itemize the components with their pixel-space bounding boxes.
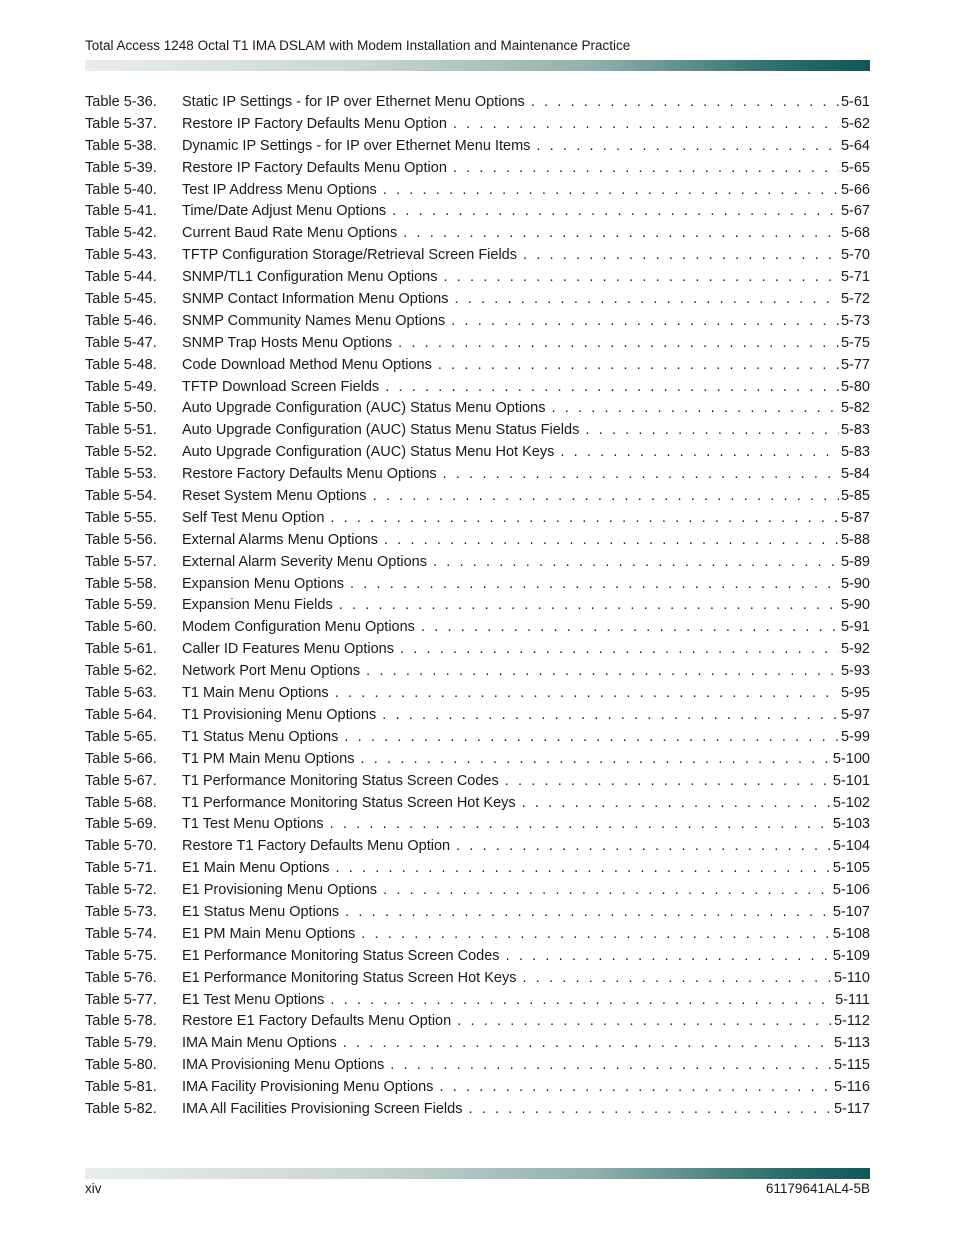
toc-entry-title[interactable]: E1 Performance Monitoring Status Screen Codes [182, 947, 500, 964]
toc-entry-title[interactable]: T1 Provisioning Menu Options [182, 706, 377, 723]
toc-entry-page[interactable]: 5-68 [840, 225, 870, 242]
toc-entry-title[interactable]: External Alarm Severity Menu Options [182, 553, 427, 570]
dot-leader [443, 464, 839, 486]
toc-entry-body [182, 858, 870, 880]
toc-entry-body [182, 661, 870, 683]
toc-entry[interactable] [85, 1077, 870, 1099]
toc-entry-title[interactable]: Restore E1 Factory Defaults Menu Option [182, 1013, 452, 1030]
toc-entry[interactable] [85, 749, 870, 771]
toc-entry-page[interactable]: 5-83 [840, 444, 870, 461]
dot-leader [343, 1033, 832, 1055]
toc-entry-number: Table 5-79. [85, 1035, 157, 1052]
toc-entry-body [182, 180, 870, 202]
toc-entry-title[interactable]: Auto Upgrade Configuration (AUC) Status Menu Hot Keys [182, 444, 555, 461]
toc-entry-body [182, 924, 870, 946]
dot-leader [456, 836, 831, 858]
toc-entry-body [182, 92, 870, 114]
toc-entry-title[interactable]: E1 Status Menu Options [182, 903, 340, 920]
toc-entry-title[interactable]: T1 Test Menu Options [182, 816, 324, 833]
toc-entry-number: Table 5-51. [85, 422, 157, 439]
toc-entry-body [182, 464, 870, 486]
toc-entry-number: Table 5-57. [85, 553, 157, 570]
toc-entry-number: Table 5-72. [85, 882, 157, 899]
dot-leader [451, 311, 839, 333]
toc-entry-title[interactable]: Static IP Settings - for IP over Ethernet Menu Options [182, 94, 525, 110]
toc-entry-number: Table 5-56. [85, 531, 157, 548]
toc-entry-title[interactable]: T1 Status Menu Options [182, 728, 339, 745]
toc-entry-title[interactable]: Restore IP Factory Defaults Menu Option [182, 159, 447, 176]
dot-leader [361, 924, 831, 946]
toc-entry[interactable] [85, 771, 870, 793]
toc-entry-title[interactable]: T1 PM Main Menu Options [182, 750, 355, 767]
dot-leader [392, 201, 839, 223]
dot-leader [336, 858, 831, 880]
toc-entry[interactable] [85, 793, 870, 815]
toc-entry-title[interactable]: E1 Main Menu Options [182, 860, 330, 877]
toc-entry-title[interactable]: IMA Facility Provisioning Menu Options [182, 1079, 434, 1096]
toc-entry[interactable] [85, 333, 870, 355]
toc-entry[interactable] [85, 223, 870, 245]
toc-entry-page[interactable]: 5-101 [832, 772, 870, 789]
toc-entry[interactable] [85, 902, 870, 924]
toc-entry[interactable] [85, 201, 870, 223]
toc-entry-page[interactable]: 5-61 [840, 94, 870, 110]
toc-entry-number: Table 5-41. [85, 203, 157, 220]
toc-entry-number: Table 5-49. [85, 378, 157, 395]
toc-entry-body [182, 442, 870, 464]
dot-leader [366, 661, 839, 683]
dot-leader [505, 771, 831, 793]
toc-entry-title[interactable]: E1 Performance Monitoring Status Screen Hot Keys [182, 969, 517, 986]
toc-entry-page[interactable]: 5-87 [840, 509, 870, 526]
toc-entry-page[interactable]: 5-77 [840, 356, 870, 373]
toc-entry[interactable] [85, 442, 870, 464]
dot-leader [421, 617, 839, 639]
toc-entry-body [182, 683, 870, 705]
toc-entry-number: Table 5-68. [85, 794, 157, 811]
dot-leader [398, 333, 839, 355]
toc-entry-page[interactable]: 5-108 [832, 925, 870, 942]
toc-entry-page[interactable]: 5-91 [840, 619, 870, 636]
toc-entry-body [182, 1011, 870, 1033]
toc-entry-body [182, 902, 870, 924]
toc-entry-page[interactable]: 5-116 [833, 1079, 870, 1096]
toc-entry-body [182, 486, 870, 508]
toc-entry-title[interactable]: Auto Upgrade Configuration (AUC) Status Menu Options [182, 400, 546, 417]
dot-leader [385, 377, 839, 399]
toc-entry[interactable] [85, 1011, 870, 1033]
toc-entry-body [182, 639, 870, 661]
toc-entry[interactable] [85, 990, 870, 1012]
toc-entry-body [182, 311, 870, 333]
toc-entry[interactable] [85, 158, 870, 180]
toc-entry-title[interactable]: IMA Provisioning Menu Options [182, 1057, 385, 1074]
dot-leader [373, 486, 839, 508]
toc-entry-page[interactable]: 5-73 [840, 312, 870, 329]
toc-entry-body [182, 1099, 870, 1121]
toc-entry-body [182, 574, 870, 596]
toc-entry-number: Table 5-42. [85, 225, 157, 242]
toc-entry-number: Table 5-47. [85, 334, 157, 351]
toc-entry-number: Table 5-36. [85, 94, 157, 110]
toc-entry[interactable] [85, 574, 870, 596]
dot-leader [468, 1099, 832, 1121]
dot-leader [350, 574, 839, 596]
toc-entry-number: Table 5-37. [85, 115, 157, 132]
toc-entry[interactable] [85, 1055, 870, 1077]
toc-entry-page[interactable]: 5-90 [840, 597, 870, 614]
toc-entry-body [182, 727, 870, 749]
toc-entry-body [182, 420, 870, 442]
toc-entry-number: Table 5-55. [85, 509, 157, 526]
toc-entry-title[interactable]: Self Test Menu Option [182, 509, 325, 526]
toc-entry-page[interactable]: 5-75 [840, 334, 870, 351]
toc-entry-body [182, 1055, 870, 1077]
dot-leader [383, 880, 831, 902]
toc-entry[interactable] [85, 464, 870, 486]
toc-entry-number: Table 5-63. [85, 685, 157, 702]
dot-leader [390, 1055, 832, 1077]
toc-entry-page[interactable]: 5-104 [832, 838, 870, 855]
dot-leader [522, 793, 831, 815]
toc-entry-body [182, 377, 870, 399]
footer-rule [85, 1168, 870, 1179]
dot-leader [444, 267, 839, 289]
toc-entry-body [182, 771, 870, 793]
toc-entry-number: Table 5-77. [85, 991, 157, 1008]
toc-entry[interactable] [85, 136, 870, 158]
toc-entry-title[interactable]: TFTP Configuration Storage/Retrieval Screen Fields [182, 247, 517, 264]
toc-entry-number: Table 5-61. [85, 641, 157, 658]
toc-entry-title[interactable]: Expansion Menu Options [182, 575, 345, 592]
toc-entry-body [182, 990, 870, 1012]
toc-entry-number: Table 5-66. [85, 750, 157, 767]
toc-entry-body [182, 508, 870, 530]
toc-entry-title[interactable]: IMA All Facilities Provisioning Screen Fields [182, 1100, 463, 1117]
toc-entry-title[interactable]: T1 Main Menu Options [182, 685, 329, 702]
toc-entry-body [182, 705, 870, 727]
toc-entry[interactable] [85, 311, 870, 333]
toc-entry-page[interactable]: 5-109 [832, 947, 870, 964]
dot-leader [433, 552, 839, 574]
toc-entry-title[interactable]: Code Download Method Menu Options [182, 356, 432, 373]
dot-leader [439, 1077, 832, 1099]
dot-leader [455, 289, 839, 311]
toc-entry-page[interactable]: 5-113 [833, 1035, 870, 1052]
toc-entry[interactable] [85, 486, 870, 508]
toc-entry-number: Table 5-74. [85, 925, 157, 942]
toc-entry[interactable] [85, 705, 870, 727]
toc-entry-number: Table 5-69. [85, 816, 157, 833]
toc-entry-number: Table 5-52. [85, 444, 157, 461]
toc-entry-number: Table 5-76. [85, 969, 157, 986]
toc-entry-page[interactable]: 5-93 [840, 663, 870, 680]
toc-entry-title[interactable]: Expansion Menu Fields [182, 597, 333, 614]
footer-document-number: 61179641AL4-5B [765, 1181, 870, 1196]
toc-entry-page[interactable]: 5-82 [840, 400, 870, 417]
dot-leader [523, 245, 839, 267]
toc-entry-body [182, 946, 870, 968]
toc-entry-number: Table 5-40. [85, 181, 157, 198]
toc-entry[interactable] [85, 530, 870, 552]
toc-entry-body [182, 136, 870, 158]
toc-entry-page[interactable]: 5-95 [840, 685, 870, 702]
toc-entry-body [182, 836, 870, 858]
document-header-title: Total Access 1248 Octal T1 IMA DSLAM with Modem Installation and Maintenance Practice [85, 38, 631, 53]
toc-entry-number: Table 5-62. [85, 663, 157, 680]
toc-entry-page[interactable]: 5-105 [832, 860, 870, 877]
toc-entry[interactable] [85, 377, 870, 399]
toc-entry-page[interactable]: 5-67 [840, 203, 870, 220]
toc-entry-title[interactable]: Restore Factory Defaults Menu Options [182, 466, 437, 483]
toc-entry-number: Table 5-39. [85, 159, 157, 176]
toc-entry-body [182, 552, 870, 574]
toc-entry[interactable] [85, 814, 870, 836]
toc-entry-title[interactable]: E1 Provisioning Menu Options [182, 882, 378, 899]
dot-leader [453, 114, 839, 136]
toc-entry-number: Table 5-80. [85, 1057, 157, 1074]
toc-entry-body [182, 1033, 870, 1055]
toc-entry[interactable] [85, 289, 870, 311]
toc-entry-page[interactable]: 5-70 [840, 247, 870, 264]
toc-entry[interactable] [85, 1099, 870, 1121]
toc-entry-page[interactable]: 5-85 [840, 488, 870, 505]
toc-entry-title[interactable]: External Alarms Menu Options [182, 531, 378, 548]
toc-entry-title[interactable]: Dynamic IP Settings - for IP over Ethernet Menu Items [182, 137, 531, 154]
toc-entry-page[interactable]: 5-102 [832, 794, 870, 811]
dot-leader [400, 639, 839, 661]
toc-entry-page[interactable]: 5-62 [840, 115, 870, 132]
toc-entry-title[interactable]: E1 Test Menu Options [182, 991, 325, 1008]
toc-entry-page[interactable]: 5-89 [840, 553, 870, 570]
toc-entry-page[interactable]: 5-84 [840, 466, 870, 483]
toc-entry-number: Table 5-64. [85, 706, 157, 723]
toc-entry-number: Table 5-65. [85, 728, 157, 745]
toc-entry-title[interactable]: Caller ID Features Menu Options [182, 641, 394, 658]
toc-entry[interactable] [85, 880, 870, 902]
toc-entry[interactable] [85, 836, 870, 858]
toc-entry-title[interactable]: SNMP Contact Information Menu Options [182, 291, 449, 308]
toc-entry[interactable] [85, 245, 870, 267]
toc-entry[interactable] [85, 508, 870, 530]
toc-entry-number: Table 5-50. [85, 400, 157, 417]
toc-entry-page[interactable]: 5-110 [833, 969, 870, 986]
toc-entry[interactable] [85, 968, 870, 990]
toc-entry-title[interactable]: T1 Performance Monitoring Status Screen Hot Keys [182, 794, 516, 811]
toc-entry-body [182, 814, 870, 836]
dot-leader [522, 968, 832, 990]
toc-entry-page[interactable]: 5-112 [833, 1013, 870, 1030]
toc-entry[interactable] [85, 92, 870, 114]
toc-entry-title[interactable]: T1 Performance Monitoring Status Screen Codes [182, 772, 499, 789]
toc-entry-number: Table 5-54. [85, 488, 157, 505]
toc-entry-body [182, 595, 870, 617]
toc-entry[interactable] [85, 683, 870, 705]
toc-entry-number: Table 5-75. [85, 947, 157, 964]
toc-entry-number: Table 5-38. [85, 137, 157, 154]
toc-entry[interactable] [85, 639, 870, 661]
dot-leader [339, 595, 839, 617]
toc-entry-page[interactable]: 5-92 [840, 641, 870, 658]
toc-entry-page[interactable]: 5-71 [840, 269, 870, 286]
dot-leader [453, 158, 839, 180]
toc-entry-number: Table 5-44. [85, 269, 157, 286]
toc-entry[interactable] [85, 180, 870, 202]
dot-leader [457, 1011, 832, 1033]
toc-entry[interactable] [85, 1033, 870, 1055]
toc-entry[interactable] [85, 398, 870, 420]
dot-leader [438, 355, 839, 377]
toc-entry-body [182, 617, 870, 639]
toc-entry-body [182, 289, 870, 311]
toc-entry[interactable] [85, 420, 870, 442]
dot-leader [403, 223, 839, 245]
toc-entry-body [182, 267, 870, 289]
toc-entry-body [182, 355, 870, 377]
toc-entry[interactable] [85, 552, 870, 574]
toc-entry-body [182, 223, 870, 245]
dot-leader [384, 530, 839, 552]
toc-entry-page[interactable]: 5-83 [840, 422, 870, 439]
toc-entry-title[interactable]: Auto Upgrade Configuration (AUC) Status Menu Status Fields [182, 422, 580, 439]
toc-entry-number: Table 5-81. [85, 1079, 157, 1096]
toc-entry[interactable] [85, 858, 870, 880]
toc-entry-page[interactable]: 5-115 [833, 1057, 870, 1074]
toc-entry-page[interactable]: 5-72 [840, 291, 870, 308]
toc-entry-page[interactable]: 5-64 [840, 137, 870, 154]
list-of-tables [85, 92, 870, 1121]
toc-entry-page[interactable]: 5-99 [840, 728, 870, 745]
dot-leader [560, 442, 839, 464]
toc-entry[interactable] [85, 617, 870, 639]
toc-entry-title[interactable]: Reset System Menu Options [182, 488, 367, 505]
toc-entry-page[interactable]: 5-90 [840, 575, 870, 592]
dot-leader [360, 749, 830, 771]
toc-entry-number: Table 5-60. [85, 619, 157, 636]
header-rule [85, 60, 870, 71]
toc-entry-title[interactable]: Time/Date Adjust Menu Options [182, 203, 387, 220]
toc-entry-number: Table 5-48. [85, 356, 157, 373]
toc-entry[interactable] [85, 595, 870, 617]
toc-entry-title[interactable]: Network Port Menu Options [182, 663, 361, 680]
toc-entry-number: Table 5-78. [85, 1013, 157, 1030]
toc-entry-title[interactable]: Modem Configuration Menu Options [182, 619, 415, 636]
toc-entry[interactable] [85, 661, 870, 683]
toc-entry-body [182, 1077, 870, 1099]
toc-entry-title[interactable]: E1 PM Main Menu Options [182, 925, 356, 942]
toc-entry-body [182, 749, 870, 771]
toc-entry-page[interactable]: 5-106 [832, 882, 870, 899]
dot-leader [335, 683, 839, 705]
toc-entry-title[interactable]: SNMP Community Names Menu Options [182, 312, 446, 329]
toc-entry-body [182, 530, 870, 552]
toc-entry-number: Table 5-82. [85, 1100, 157, 1117]
toc-entry-title[interactable]: IMA Main Menu Options [182, 1035, 337, 1052]
toc-entry[interactable] [85, 727, 870, 749]
toc-entry-number: Table 5-71. [85, 860, 157, 877]
toc-entry-number: Table 5-43. [85, 247, 157, 264]
toc-entry-page[interactable]: 5-103 [832, 816, 870, 833]
toc-entry-number: Table 5-73. [85, 903, 157, 920]
dot-leader [506, 946, 831, 968]
dot-leader [383, 180, 839, 202]
toc-entry-page[interactable]: 5-107 [832, 903, 870, 920]
toc-entry-title[interactable]: SNMP/TL1 Configuration Menu Options [182, 269, 438, 286]
toc-entry-body [182, 245, 870, 267]
dot-leader [344, 727, 839, 749]
toc-entry[interactable] [85, 355, 870, 377]
toc-entry-number: Table 5-45. [85, 291, 157, 308]
dot-leader [536, 136, 839, 158]
toc-entry-title[interactable]: Current Baud Rate Menu Options [182, 225, 398, 242]
toc-entry-body [182, 201, 870, 223]
dot-leader [382, 705, 839, 727]
toc-entry-body [182, 158, 870, 180]
toc-entry-page[interactable]: 5-100 [832, 750, 870, 767]
toc-entry-title[interactable]: TFTP Download Screen Fields [182, 378, 380, 395]
toc-entry-body [182, 968, 870, 990]
toc-entry-page[interactable]: 5-97 [840, 706, 870, 723]
toc-entry-page[interactable]: 5-88 [840, 531, 870, 548]
toc-entry-body [182, 398, 870, 420]
toc-entry-number: Table 5-46. [85, 312, 157, 329]
dot-leader [345, 902, 831, 924]
toc-entry-title[interactable]: SNMP Trap Hosts Menu Options [182, 334, 393, 351]
dot-leader [552, 398, 839, 420]
dot-leader [531, 92, 839, 114]
toc-entry-number: Table 5-67. [85, 772, 157, 789]
toc-entry[interactable] [85, 924, 870, 946]
dot-leader [330, 814, 831, 836]
toc-entry-title[interactable]: Test IP Address Menu Options [182, 181, 377, 198]
toc-entry-title[interactable]: Restore IP Factory Defaults Menu Option [182, 115, 447, 132]
toc-entry[interactable] [85, 267, 870, 289]
toc-entry-number: Table 5-53. [85, 466, 157, 483]
dot-leader [330, 990, 833, 1012]
toc-entry-page[interactable]: 5-65 [840, 159, 870, 176]
toc-entry-page[interactable]: 5-66 [840, 181, 870, 198]
toc-entry-title[interactable]: Restore T1 Factory Defaults Menu Option [182, 838, 451, 855]
footer-page-number: xiv [85, 1181, 102, 1196]
toc-entry-number: Table 5-59. [85, 597, 157, 614]
toc-entry-page[interactable]: 5-117 [833, 1100, 870, 1117]
dot-leader [330, 508, 839, 530]
toc-entry-body [182, 333, 870, 355]
toc-entry-body [182, 114, 870, 136]
toc-entry-number: Table 5-70. [85, 838, 157, 855]
toc-entry-body [182, 793, 870, 815]
dot-leader [585, 420, 839, 442]
toc-entry-body [182, 880, 870, 902]
toc-entry-page[interactable]: 5-111 [835, 991, 870, 1008]
toc-entry[interactable] [85, 114, 870, 136]
toc-entry-number: Table 5-58. [85, 575, 157, 592]
toc-entry[interactable] [85, 946, 870, 968]
toc-entry-page[interactable]: 5-80 [840, 378, 870, 395]
